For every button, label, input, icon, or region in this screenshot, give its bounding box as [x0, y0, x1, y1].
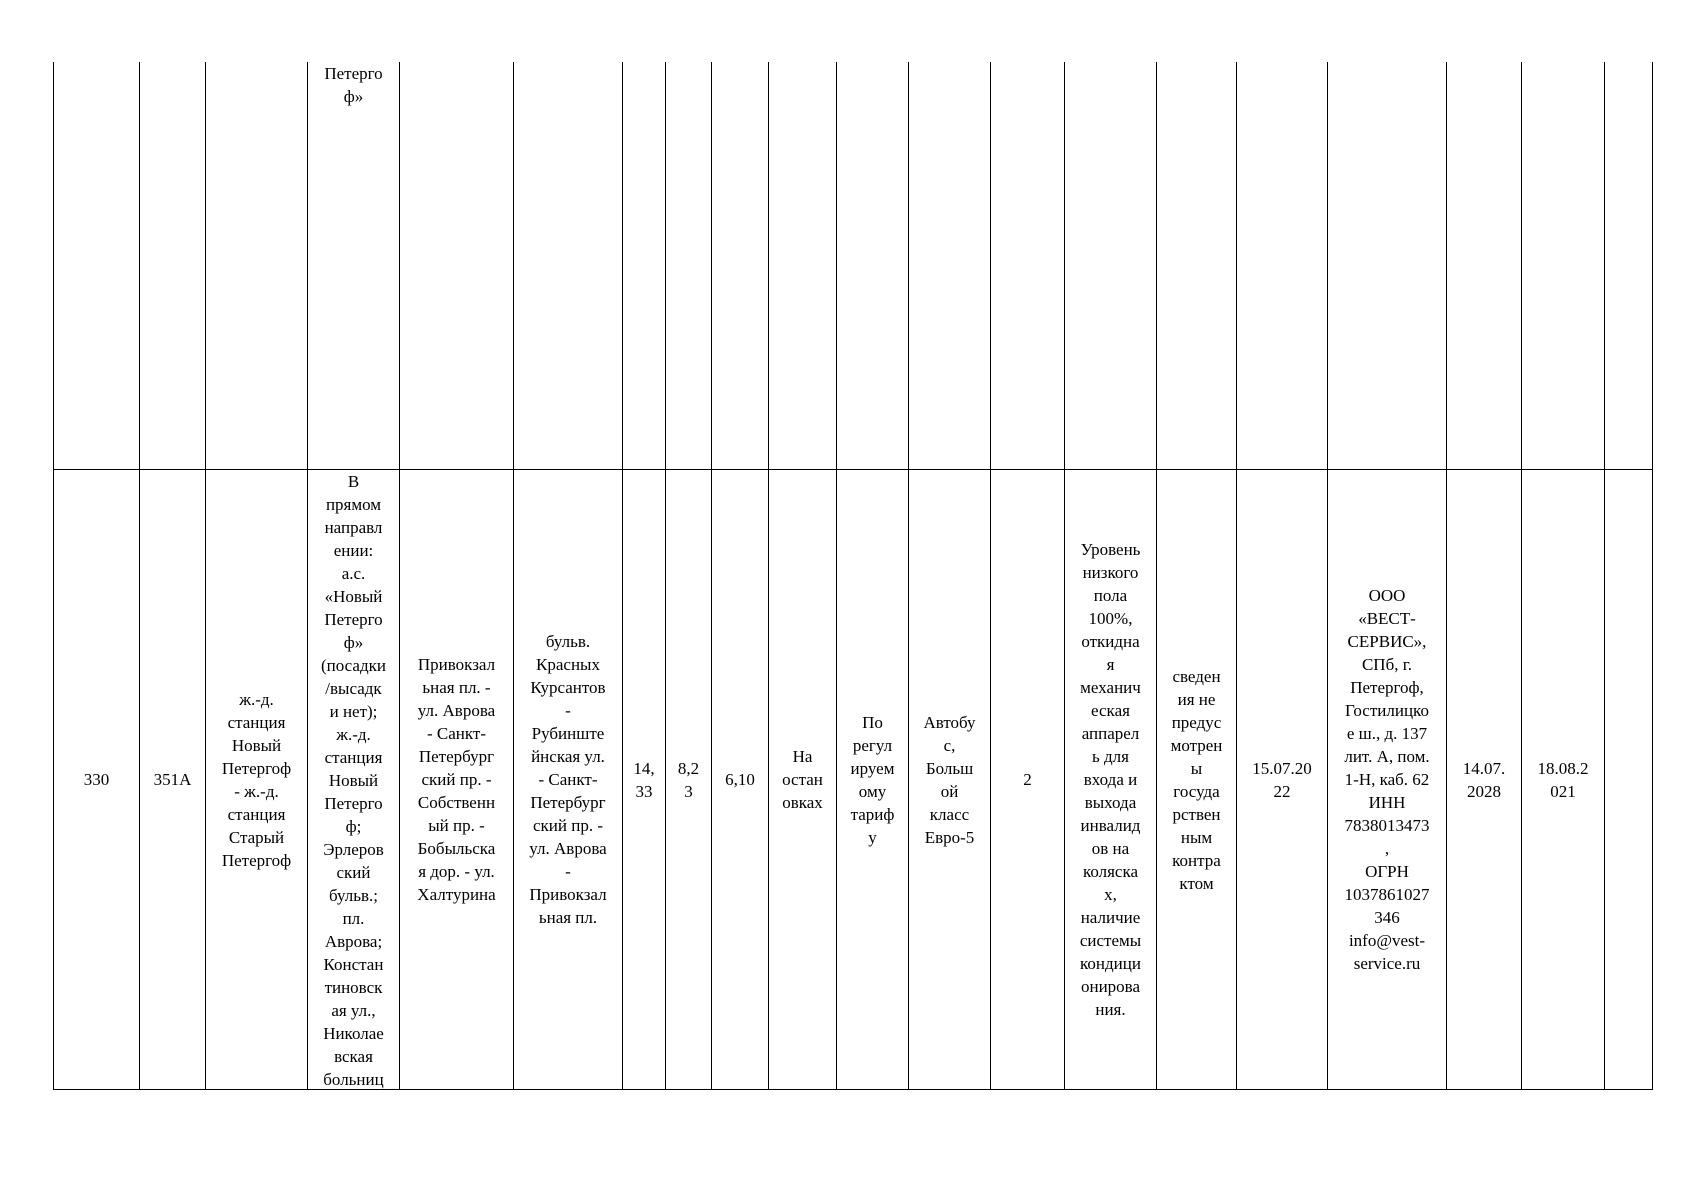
cell-length-other-continued	[712, 62, 769, 470]
cell-vehicle-features: Уровень низкого пола 100%, откидна я механич еская аппарел ь для входа и выхода инвалид ов на коляска х, наличие системы кондици онирова ния.	[1065, 470, 1157, 1090]
cell-stops	[308, 470, 400, 1090]
cell-vehicle-type-continued	[909, 62, 991, 470]
cell-boarding-order: На остан овках	[769, 470, 837, 1090]
cell-reg-number: 330	[54, 470, 140, 1090]
cell-tariff-type: По регул ируем ому тариф у	[837, 470, 909, 1090]
cell-stops-continued: Петерго ф»	[308, 62, 400, 470]
cell-start-date-continued	[1237, 62, 1328, 470]
cell-vehicle-count-continued	[991, 62, 1065, 470]
cell-length-backward: 8,2 3	[666, 470, 712, 1090]
cell-length-backward-continued	[666, 62, 712, 470]
cell-end-date: 14.07. 2028	[1447, 470, 1522, 1090]
cell-vehicle-features-continued	[1065, 62, 1157, 470]
cell-tariff-type-continued	[837, 62, 909, 470]
table-row	[54, 470, 1653, 1090]
cell-route-name: ж.-д. станция Новый Петергоф - ж.-д. станция Старый Петергоф	[206, 470, 308, 1090]
cell-notes-continued	[1605, 62, 1653, 470]
cell-carrier-continued	[1328, 62, 1447, 470]
cell-reg-number-continued	[54, 62, 140, 470]
stops-text: В прямом направл ении: а.с. «Новый Петерго ф» (посадки /высадк и нет); ж.-д. станция Новый Петерго ф; Эрлеров ский бульв.; пл. Аврова; Констан тиновск ая ул., Николае вская больниц	[321, 472, 386, 1089]
cell-streets-backward-continued	[514, 62, 623, 470]
cell-route-number-continued	[140, 62, 206, 470]
cell-boarding-order-continued	[769, 62, 837, 470]
cell-notes	[1605, 470, 1653, 1090]
cell-route-number: 351А	[140, 470, 206, 1090]
cell-contract-info-continued	[1157, 62, 1237, 470]
cell-vehicle-type: Автобу с, Больш ой класс Евро-5	[909, 470, 991, 1090]
route-registry-table	[53, 62, 1653, 1090]
cell-length-other: 6,10	[712, 470, 769, 1090]
cell-carrier: ООО «ВЕСТ- СЕРВИС», СПб, г. Петергоф, Гостилицко е ш., д. 137 лит. А, пом. 1-Н, каб. 62 ИНН 7838013473 , ОГРН 1037861027 346 info@vest- service.ru	[1328, 470, 1447, 1090]
cell-length-forward: 14, 33	[623, 470, 666, 1090]
cell-streets-backward: бульв. Красных Курсантов - Рубинште йнская ул. - Санкт- Петербург ский пр. - ул. Аврова - Привокзал ьная пл.	[514, 470, 623, 1090]
cell-start-date: 15.07.20 22	[1237, 470, 1328, 1090]
cell-end-date-continued	[1447, 62, 1522, 470]
cell-length-forward-continued	[623, 62, 666, 470]
cell-change-date: 18.08.2 021	[1522, 470, 1605, 1090]
cell-change-date-continued	[1522, 62, 1605, 470]
cell-streets-forward-continued	[400, 62, 514, 470]
cell-vehicle-count: 2	[991, 470, 1065, 1090]
cell-contract-info: сведен ия не предус мотрен ы госуда рствен ным контра ктом	[1157, 470, 1237, 1090]
cell-streets-forward: Привокзал ьная пл. - ул. Аврова - Санкт- Петербург ский пр. - Собственн ый пр. - Бобыльска я дор. - ул. Халтурина	[400, 470, 514, 1090]
cell-route-name-continued	[206, 62, 308, 470]
table-row-continued	[54, 62, 1653, 470]
